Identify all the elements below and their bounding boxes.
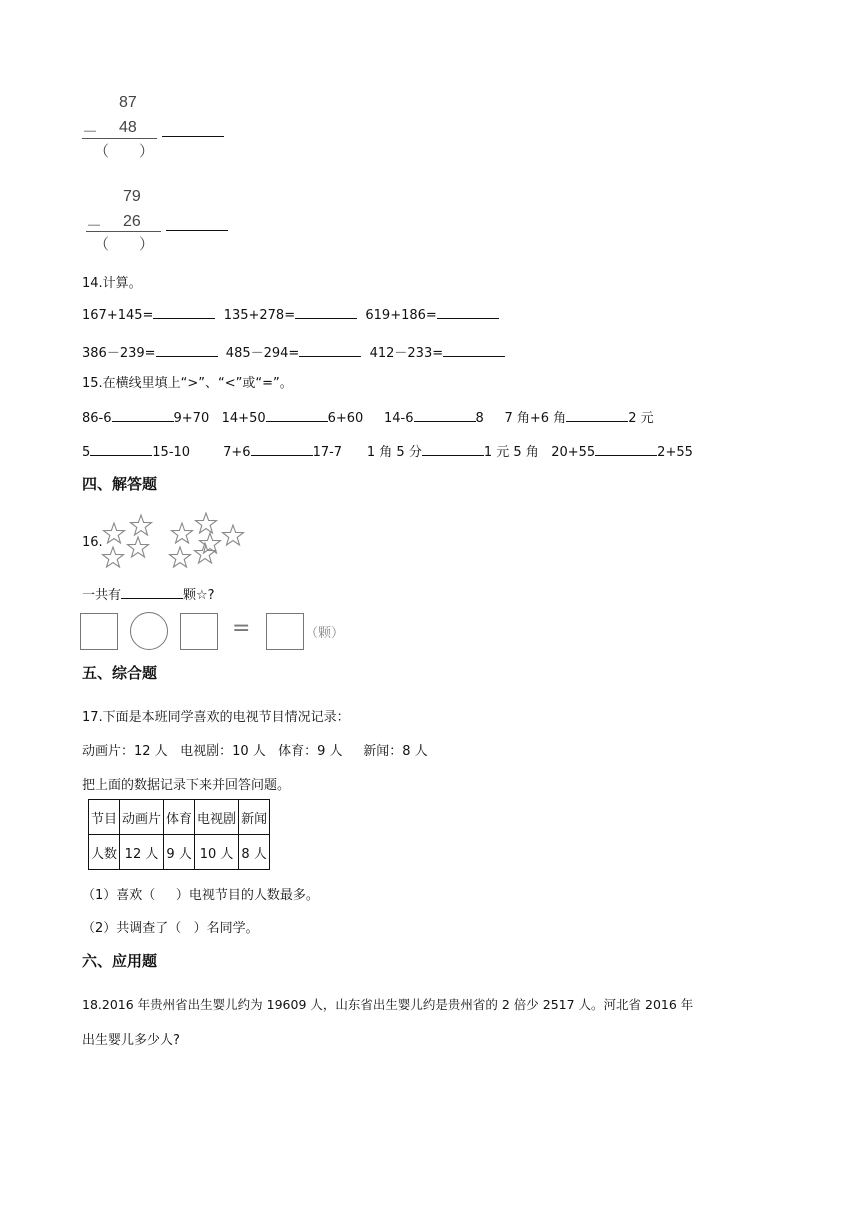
right-expression: 17-7 <box>312 445 343 460</box>
answer-box-2[interactable] <box>180 613 218 650</box>
q16-question <box>82 584 215 603</box>
answer-box-1[interactable] <box>80 613 118 650</box>
answer-blank[interactable] <box>414 409 476 422</box>
answer-blank[interactable] <box>251 443 313 456</box>
answer-blank[interactable] <box>266 409 328 422</box>
vertical-subtraction-2 <box>86 188 236 258</box>
table-cell: 9 人 <box>164 835 195 870</box>
answer-blank[interactable] <box>166 218 228 231</box>
table-cell: 体育 <box>164 800 195 835</box>
subtrahend: 48 <box>119 119 137 136</box>
answer-blank[interactable] <box>121 586 183 599</box>
star-icon <box>131 515 152 535</box>
operator-circle[interactable] <box>130 612 168 650</box>
left-expression: 86-6 <box>82 411 112 426</box>
answer-blank[interactable] <box>156 344 218 357</box>
expression: 135+278= <box>223 308 296 323</box>
q17-sub-2: （2）共调查了（ ）名同学。 <box>82 921 259 936</box>
q14-row-1 <box>82 306 499 323</box>
q15-title: 15.在横线里填上“>”、“<”或“=”。 <box>82 376 293 391</box>
answer-blank[interactable] <box>153 306 215 319</box>
expression: 485－294= <box>225 346 300 361</box>
section-4-title: 四、解答题 <box>82 475 158 493</box>
expression: 412－233= <box>369 346 444 361</box>
right-expression: 2 元 <box>628 411 654 426</box>
table-row <box>89 835 270 870</box>
q18-line-1: 18.2016 年贵州省出生婴儿约为 19609 人，山东省出生婴儿约是贵州省的 2 倍少 2517 人。河北省 2016 年 <box>82 997 694 1012</box>
result-line <box>86 231 161 232</box>
answer-blank[interactable] <box>443 344 505 357</box>
q17-record: 动画片：12 人 电视剧：10 人 体育：9 人 新闻：8 人 <box>82 744 428 759</box>
q14-title: 14.计算。 <box>82 276 142 291</box>
right-expression: 6+60 <box>327 411 364 426</box>
subtrahend: 26 <box>123 213 141 230</box>
expression: 167+145= <box>82 308 154 323</box>
answer-blank[interactable] <box>90 443 152 456</box>
right-expression: 2+55 <box>657 445 693 460</box>
table-cell: 8 人 <box>239 835 270 870</box>
tv-program-table <box>88 799 270 870</box>
answer-box-result[interactable] <box>266 613 304 650</box>
answer-blank[interactable] <box>162 124 224 137</box>
question-prefix: 一共有 <box>82 588 122 603</box>
left-expression: 14+50 <box>221 411 266 426</box>
minuend: 79 <box>123 188 141 205</box>
q17-instruction: 把上面的数据记录下来并回答问题。 <box>82 778 291 793</box>
table-cell: 人数 <box>89 835 120 870</box>
star-group <box>100 512 250 574</box>
right-expression: 1 元 5 角 <box>483 445 539 460</box>
star-icon <box>172 523 193 543</box>
q15-row-2 <box>82 441 693 460</box>
left-expression: 14-6 <box>384 411 414 426</box>
q17-sub-1: （1）喜欢（ ）电视节目的人数最多。 <box>82 888 319 903</box>
left-expression: 7 角+6 角 <box>504 411 567 426</box>
answer-blank[interactable] <box>422 443 484 456</box>
q17-intro: 17.下面是本班同学喜欢的电视节目情况记录： <box>82 710 350 725</box>
q15-row-1 <box>82 407 654 426</box>
answer-blank[interactable] <box>437 306 499 319</box>
minus-sign: － <box>86 218 103 235</box>
answer-blank[interactable] <box>295 306 357 319</box>
section-6-title: 六、应用题 <box>82 952 158 970</box>
section-5-title: 五、综合题 <box>82 664 158 682</box>
star-icon <box>223 525 244 545</box>
table-cell: 动画片 <box>120 800 164 835</box>
answer-parentheses: （ ） <box>94 143 155 160</box>
minuend: 87 <box>119 94 137 111</box>
table-cell: 12 人 <box>120 835 164 870</box>
minus-sign: － <box>82 124 99 141</box>
answer-blank[interactable] <box>299 344 361 357</box>
star-icon <box>103 547 124 567</box>
right-expression: 9+70 <box>173 411 210 426</box>
right-expression: 8 <box>475 411 484 426</box>
star-icon <box>128 537 149 557</box>
result-line <box>82 138 157 139</box>
unit-label: （颗） <box>305 626 345 641</box>
left-expression: 20+55 <box>551 445 596 460</box>
star-icon <box>104 523 125 543</box>
table-cell: 电视剧 <box>195 800 239 835</box>
answer-blank[interactable] <box>595 443 657 456</box>
expression: 386－239= <box>82 346 156 361</box>
q16-number: 16. <box>82 535 103 550</box>
expression: 619+186= <box>365 308 437 323</box>
answer-parentheses: （ ） <box>94 236 155 253</box>
answer-blank[interactable] <box>566 409 628 422</box>
answer-blank[interactable] <box>112 409 174 422</box>
star-icon <box>196 513 217 533</box>
question-suffix: 颗☆? <box>183 588 215 603</box>
left-expression: 7+6 <box>223 445 251 460</box>
q14-row-2 <box>82 342 505 361</box>
star-icon <box>195 543 216 563</box>
right-expression: 15-10 <box>152 445 191 460</box>
star-icon <box>170 547 191 567</box>
table-header-row <box>89 800 270 835</box>
q18-line-2: 出生婴儿多少人? <box>82 1033 180 1048</box>
equals-sign: = <box>232 616 251 641</box>
table-cell: 节目 <box>89 800 120 835</box>
table-cell: 新闻 <box>239 800 270 835</box>
left-expression: 5 <box>82 445 91 460</box>
table-cell: 10 人 <box>195 835 239 870</box>
left-expression: 1 角 5 分 <box>366 445 422 460</box>
vertical-subtraction-1 <box>82 94 232 164</box>
